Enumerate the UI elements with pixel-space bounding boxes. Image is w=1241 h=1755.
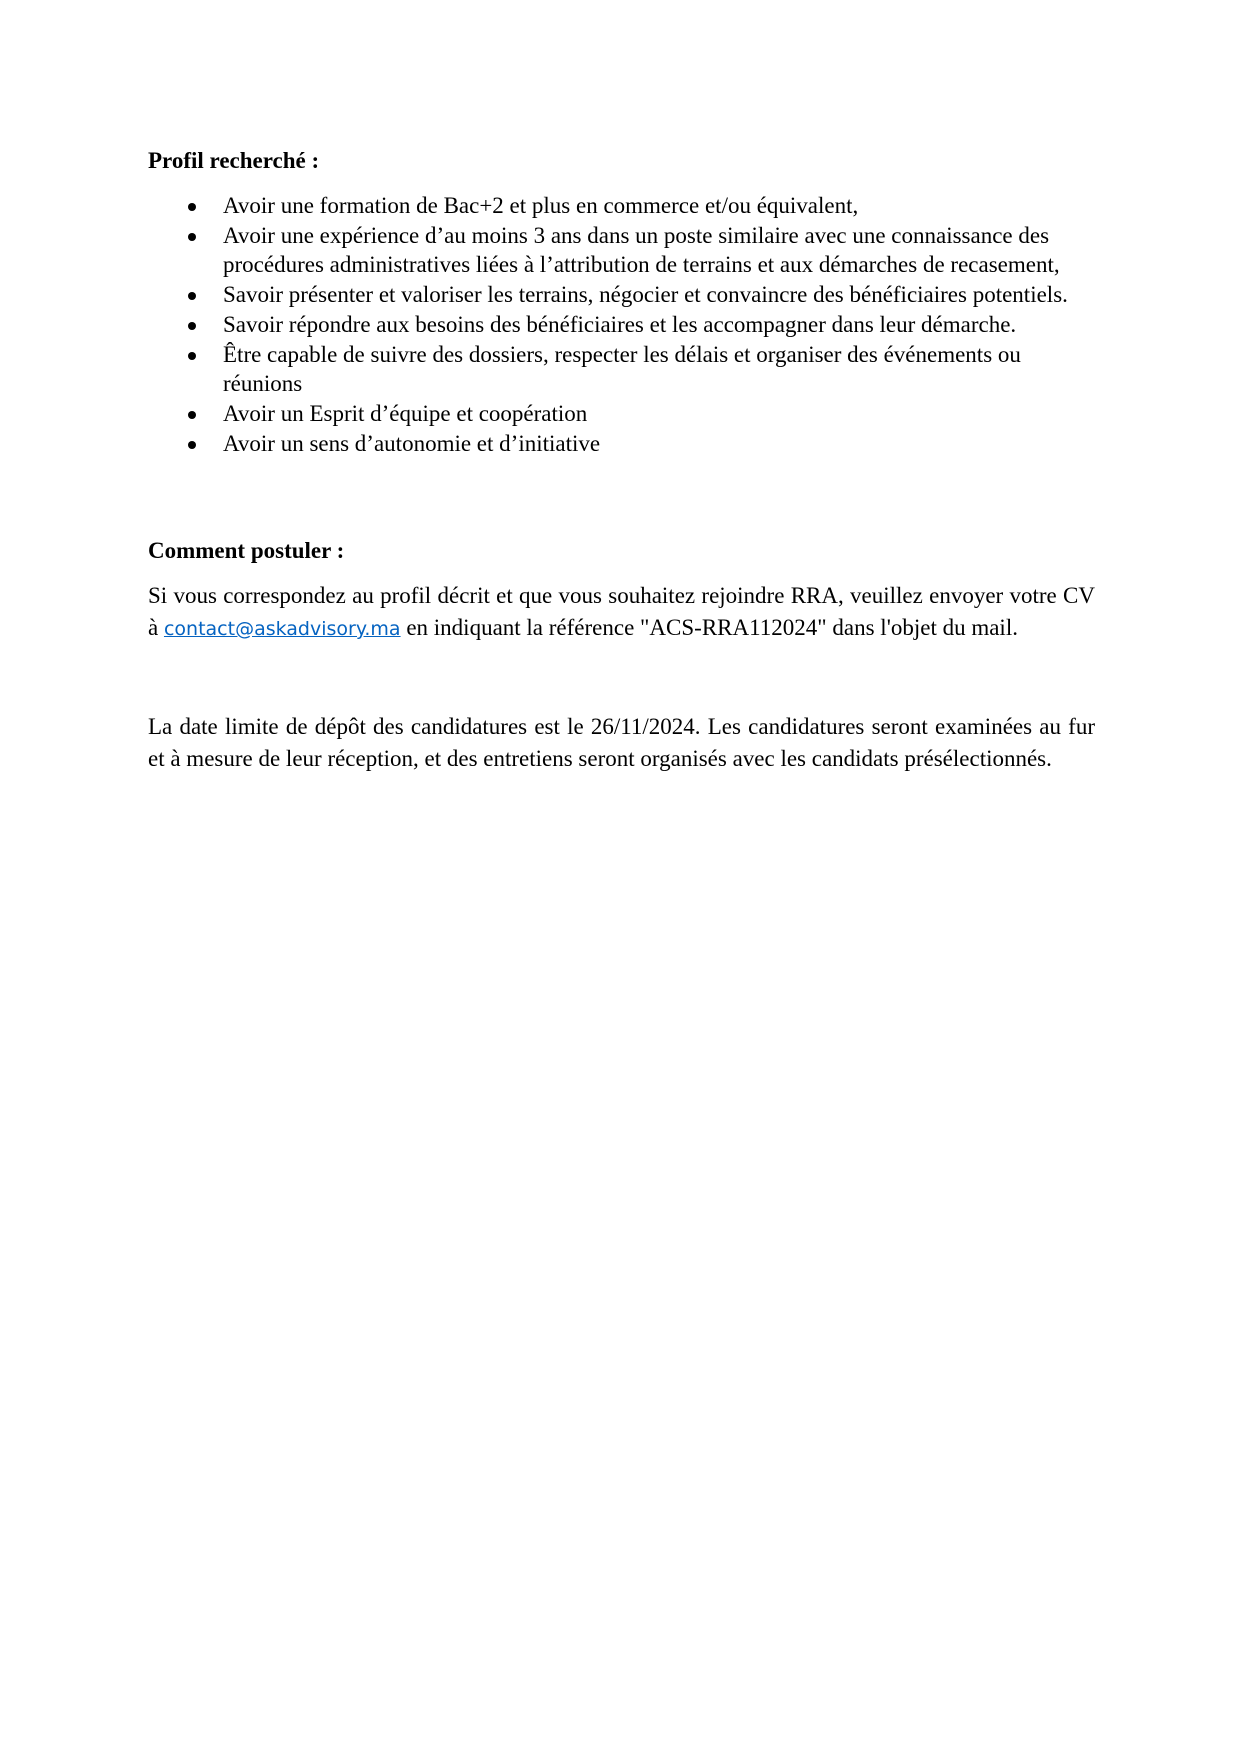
list-item-text: Avoir un sens d’autonomie et d’initiative: [223, 431, 601, 456]
list-item: [148, 310, 1095, 339]
list-item-text: Avoir un Esprit d’équipe et coopération: [223, 401, 588, 426]
list-item: [148, 399, 1095, 428]
email-link[interactable]: contact@askadvisory.ma: [163, 618, 401, 640]
profile-heading: Profil recherché :: [148, 148, 320, 173]
list-item-text: Savoir répondre aux besoins des bénéficiaires et les accompagner dans leur démarche.: [223, 312, 1017, 337]
bullet-icon: [188, 411, 196, 419]
list-item: [148, 429, 1095, 458]
list-item-text: Savoir présenter et valoriser les terrains, négocier et convaincre des bénéficiaires potentiels.: [223, 282, 1068, 307]
list-item: [148, 280, 1095, 309]
apply-text-after: en indiquant la référence "ACS-RRA112024" dans l'objet du mail.: [400, 615, 1018, 640]
bullet-icon: [188, 292, 196, 300]
document-content: [148, 146, 1095, 775]
apply-heading: Comment postuler :: [148, 538, 345, 563]
bullet-icon: [188, 233, 196, 241]
bullet-icon: [188, 441, 196, 449]
bullet-icon: [188, 322, 196, 330]
bullet-icon: [188, 352, 196, 360]
list-item: [148, 340, 1095, 398]
list-item: [148, 191, 1095, 220]
list-item-text: Avoir une expérience d’au moins 3 ans dans un poste similaire avec une connaissance des procédures administratives liées à l’attribution de terrains et aux démarches de recasement,: [223, 223, 1060, 277]
profile-list: [148, 191, 1095, 458]
list-item: [148, 221, 1095, 279]
list-item-text: Être capable de suivre des dossiers, respecter les délais et organiser des événements ou réunions: [223, 342, 1021, 396]
list-item-text: Avoir une formation de Bac+2 et plus en commerce et/ou équivalent,: [223, 193, 859, 218]
apply-text-before: Si vous correspondez au profil décrit et que vous souhaitez rejoindre RRA, veuillez envoyer votre CV à: [148, 583, 1095, 640]
bullet-icon: [188, 203, 196, 211]
apply-paragraph: [148, 580, 1095, 645]
deadline-paragraph: La date limite de dépôt des candidatures est le 26/11/2024. Les candidatures seront examinées au fur et à mesure de leur réception, et des entretiens seront organisés avec les candidats présélectionnés.: [148, 714, 1095, 771]
